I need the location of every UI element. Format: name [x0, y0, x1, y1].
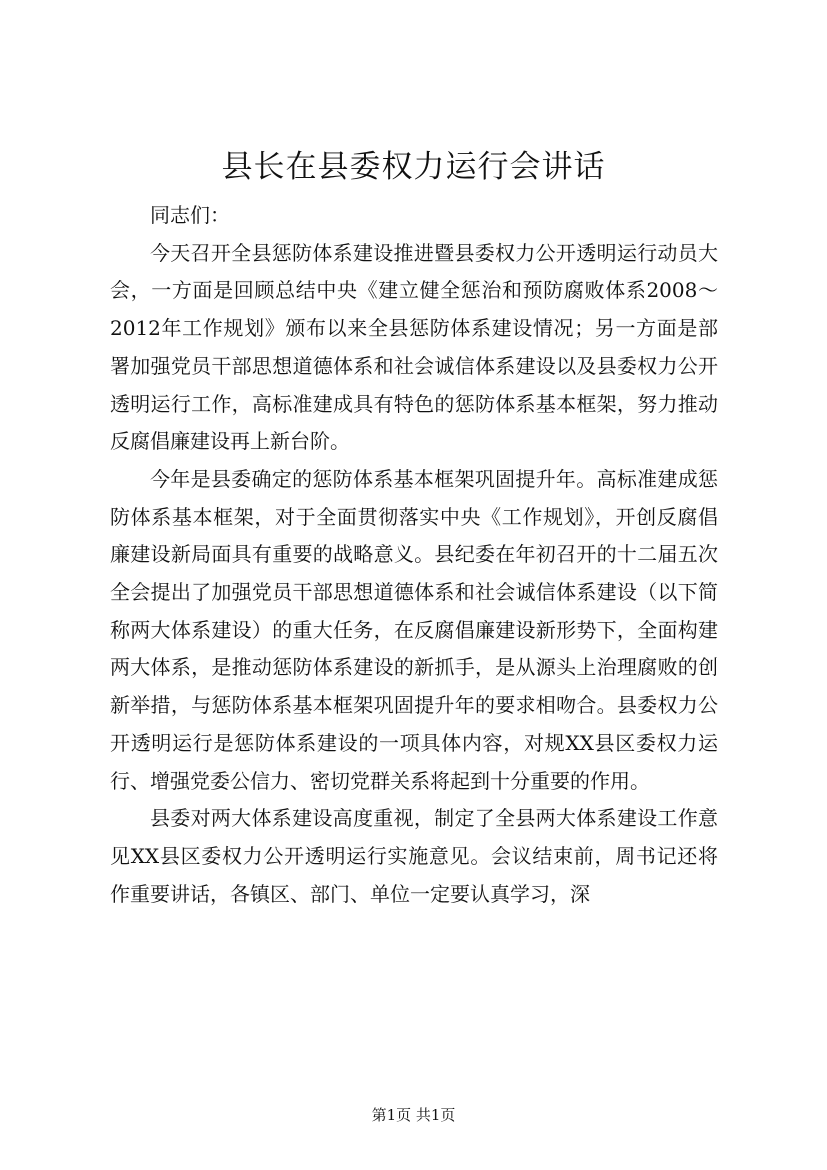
paragraph-1: 今天召开全县惩防体系建设推进暨县委权力公开透明运行动员大会，一方面是回顾总结中央《建立健全惩治和预防腐败体系2008～2012年工作规划》颁布以来全县惩防体系建设情况；另一方面是部署加强党员干部思想道德体系和社会诚信体系建设以及县委权力公开透明运行工作，高标准建成具有特色的惩防体系基本框架，努力推动反腐倡廉建设再上新台阶。: [110, 240, 718, 454]
document-body: [110, 197, 718, 913]
page-footer: 第1页 共1页: [371, 1106, 456, 1124]
paragraph-2: 今年是县委确定的惩防体系基本框架巩固提升年。高标准建成惩防体系基本框架，对于全面贯彻落实中央《工作规划》，开创反腐倡廉建设新局面具有重要的战略意义。县纪委在年初召开的十二届五次全会提出了加强党员干部思想道德体系和社会诚信体系建设（以下简称两大体系建设）的重大任务，在反腐倡廉建设新形势下，全面构建两大体系，是推动惩防体系建设的新抓手，是从源头上治理腐败的创新举措，与惩防体系基本框架巩固提升年的要求相吻合。县委权力公开透明运行是惩防体系建设的一项具体内容，对规XX县区委权力运行、增强党委公信力、密切党群关系将起到十分重要的作用。: [110, 466, 718, 793]
paragraph-3: 县委对两大体系建设高度重视，制定了全县两大体系建设工作意见XX县区委权力公开透明运行实施意见。会议结束前，周书记还将作重要讲话，各镇区、部门、单位一定要认真学习，深: [110, 806, 718, 906]
document-title: 县长在县委权力运行会讲话: [221, 149, 606, 185]
greeting: 同志们：: [150, 203, 230, 227]
